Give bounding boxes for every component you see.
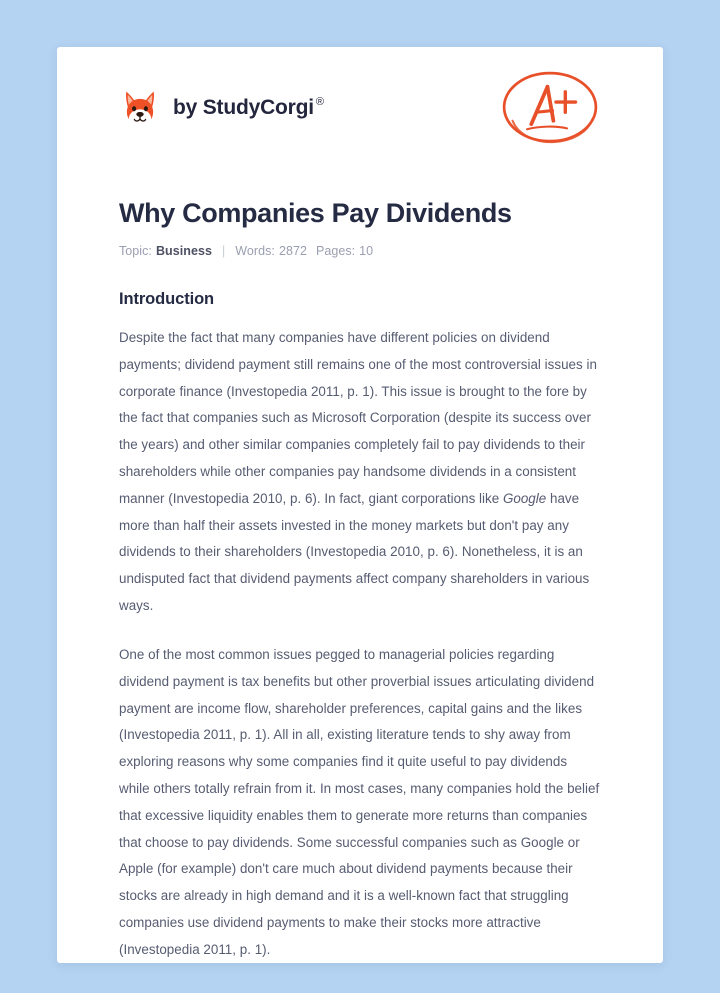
paragraph-italic-run: Google (502, 490, 547, 506)
meta-topic-value[interactable]: Business (155, 243, 212, 258)
paragraph-text-run: Despite the fact that many companies have different policies on dividend payments; dividend payment still remains one of the most controversial issues in corporate finance (Investopedia 2011, p. 1). This issue is brought to the fore by the fact that companies such as Microsoft Corporation (despite its success over the years) and other similar companies completely fail to pay dividends to their shareholders while other companies pay handsome dividends in a consistent manner (Investopedia 2010, p. 6). In fact, giant corporations like (119, 329, 597, 506)
document-body (119, 290, 601, 963)
brand-logo[interactable] (119, 87, 324, 129)
document-paper (57, 47, 663, 963)
paragraph-text-run: One of the most common issues pegged to managerial policies regarding dividend payment is tax benefits but other proverbial issues articulating dividend payment are income flow, shareholder preferences, capital gains and the likes (Investopedia 2011, p. 1). All in all, existing literature tends to shy away from exploring reasons why some companies find it quite useful to pay dividends while others totally refrain from it. In most cases, many companies hold the belief that excessive liquidity enables them to generate more returns than companies that choose to pay dividends. Some successful companies such as Google or Apple (for example) don't care much about dividend payments because their stocks are already in high demand and it is a well-known fact that struggling companies use dividend payments to make their stocks more attractive (Investopedia 2011, p. 1). (119, 646, 600, 957)
meta-pages-value: 10 (359, 243, 374, 258)
meta-words-label: Words: (235, 243, 275, 258)
corgi-head-icon (119, 87, 161, 129)
brand-name-text: by StudyCorgi (173, 96, 314, 119)
meta-topic-label: Topic: (119, 243, 152, 258)
brand-name (173, 96, 324, 120)
document-header (119, 47, 601, 163)
body-paragraph (119, 325, 601, 620)
section-heading-introduction: Introduction (119, 289, 215, 308)
a-plus-grade-icon (499, 68, 601, 148)
body-paragraph (119, 642, 601, 963)
meta-separator: | (221, 243, 226, 258)
paragraph-text-run: have more than half their assets invested in the money markets but don't pay any dividends to their shareholders (Investopedia 2010, p. 6). Nonetheless, it is an undisputed fact that dividend payments affect company shareholders in various ways. (119, 490, 590, 614)
meta-pages-label: Pages: (315, 243, 356, 258)
document-meta (119, 244, 601, 258)
meta-words-value: 2872 (278, 243, 307, 258)
registered-trademark-icon: ® (315, 96, 324, 108)
page-title: Why Companies Pay Dividends (119, 198, 512, 228)
